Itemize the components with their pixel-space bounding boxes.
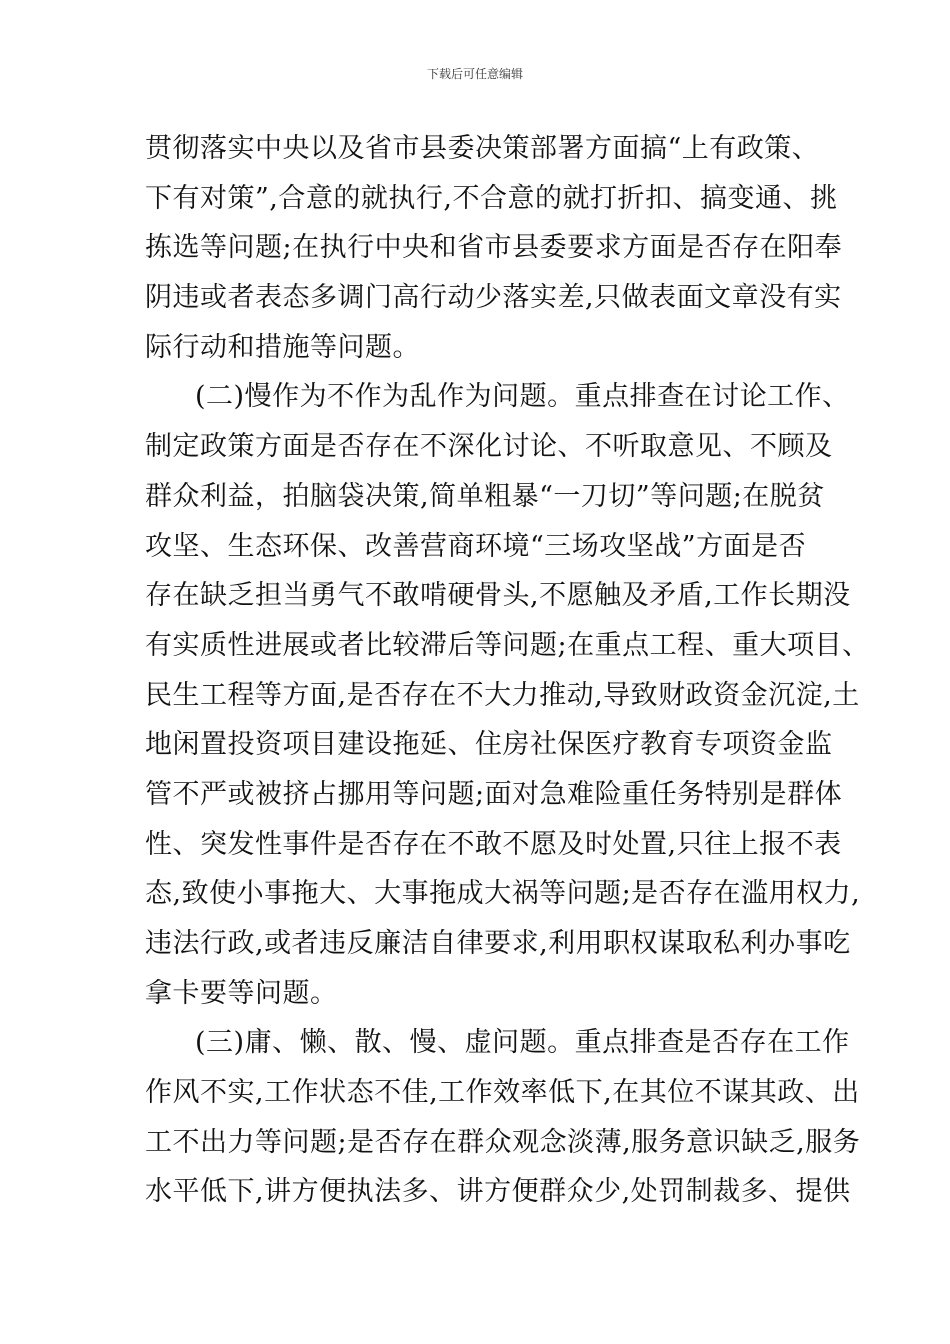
text-line: 群众利益，拍脑袋决策,简单粗暴“一刀切”等问题;在脱贫 <box>145 480 825 512</box>
text-line: 违法行政,或者违反廉洁自律要求,利用职权谋取私利办事吃 <box>145 928 851 959</box>
paragraph-section-2 <box>145 372 870 1018</box>
text-line: (三)庸、懒、散、慢、虚问题。重点排查是否存在工作 <box>195 1027 850 1059</box>
document-body <box>145 124 870 1217</box>
text-line: 存在缺乏担当勇气不敢啃硬骨头,不愿触及矛盾,工作长期没 <box>145 580 851 612</box>
text-line: 攻坚、生态环保、改善营商环境“三场攻坚战”方面是否 <box>145 530 807 562</box>
text-line: 有实质性进展或者比较滞后等问题;在重点工程、重大项目、 <box>145 629 870 661</box>
text-line: 工不出力等问题;是否存在群众观念淡薄,服务意识缺乏,服务 <box>145 1126 861 1158</box>
text-line: 制定政策方面是否存在不深化讨论、不听取意见、不顾及 <box>145 431 833 463</box>
text-line: (二)慢作为不作为乱作为问题。重点排查在讨论工作、 <box>195 381 850 413</box>
text-line: 态,致使小事拖大、大事拖成大祸等问题;是否存在滥用权力, <box>145 878 861 910</box>
text-line: 拿卡要等问题。 <box>145 977 338 1009</box>
text-line: 性、突发性事件是否存在不敢不愿及时处置,只往上报不表 <box>145 828 842 860</box>
page-header: 下载后可任意编辑 <box>426 67 523 81</box>
text-line: 贯彻落实中央以及省市县委决策部署方面搞“上有政策、 <box>145 133 820 164</box>
text-line: 地闲置投资项目建设拖延、住房社保医疗教育专项资金监 <box>145 729 833 761</box>
text-line: 作风不实,工作状态不佳,工作效率低下,在其位不谋其政、出 <box>145 1077 860 1109</box>
paragraph-continuation <box>145 124 843 372</box>
paragraph-section-3 <box>145 1018 861 1217</box>
text-line: 拣选等问题;在执行中央和省市县委要求方面是否存在阳奉 <box>145 232 843 264</box>
text-line: 管不严或被挤占挪用等问题;面对急难险重任务特别是群体 <box>145 778 843 810</box>
text-line: 民生工程等方面,是否存在不大力推动,导致财政资金沉淀,土 <box>145 679 860 711</box>
text-line: 阴违或者表态多调门高行动少落实差,只做表面文章没有实 <box>145 282 842 314</box>
text-line: 下有对策”,合意的就执行,不合意的就打折扣、搞变通、挑 <box>145 182 838 214</box>
text-line: 际行动和措施等问题。 <box>145 331 420 363</box>
text-line: 水平低下,讲方便执法多、讲方便群众少,处罚制裁多、提供 <box>145 1176 851 1208</box>
